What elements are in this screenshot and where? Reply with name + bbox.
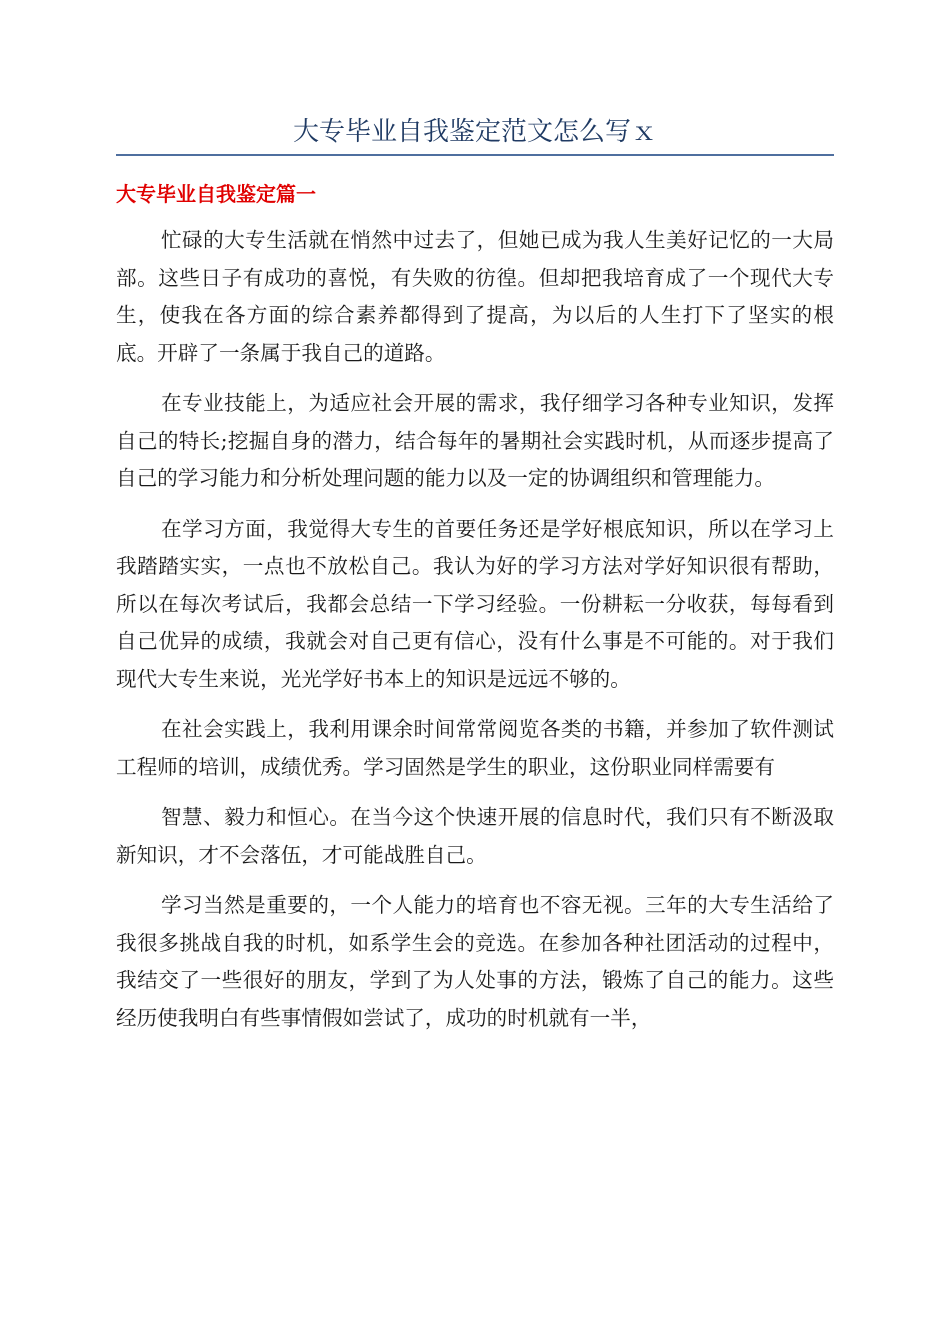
paragraph: 在专业技能上，为适应社会开展的需求，我仔细学习各种专业知识，发挥自己的特长;挖掘自身的潜力，结合每年的暑期社会实践时机，从而逐步提高了自己的学习能力和分析处理问题的能力以及一定的协调组织和管理能力。 [116, 391, 834, 490]
paragraph: 忙碌的大专生活就在悄然中过去了，但她已成为我人生美好记忆的一大局部。这些日子有成功的喜悦，有失败的彷徨。但却把我培育成了一个现代大专生，使我在各方面的综合素养都得到了提高，为以后的人生打下了坚实的根底。开辟了一条属于我自己的道路。 [116, 228, 834, 365]
document-body [116, 222, 834, 1050]
paragraph: 智慧、毅力和恒心。在当今这个快速开展的信息时代，我们只有不断汲取新知识，才不会落伍，才可能战胜自己。 [116, 805, 834, 867]
section-heading: 大专毕业自我鉴定篇一 [116, 182, 316, 206]
document-title: 大专毕业自我鉴定范文怎么写ｘ [292, 117, 657, 147]
paragraph: 在社会实践上，我利用课余时间常常阅览各类的书籍，并参加了软件测试工程师的培训，成绩优秀。学习固然是学生的职业，这份职业同样需要有 [116, 717, 834, 779]
paragraph: 学习当然是重要的，一个人能力的培育也不容无视。三年的大专生活给了我很多挑战自我的时机，如系学生会的竞选。在参加各种社团活动的过程中，我结交了一些很好的朋友，学到了为人处事的方法，锻炼了自己的能力。这些经历使我明白有些事情假如尝试了，成功的时机就有一半， [116, 893, 834, 1030]
paragraph: 在学习方面，我觉得大专生的首要任务还是学好根底知识，所以在学习上我踏踏实实，一点也不放松自己。我认为好的学习方法对学好知识很有帮助，所以在每次考试后，我都会总结一下学习经验。一份耕耘一分收获，每每看到自己优异的成绩，我就会对自己更有信心，没有什么事是不可能的。对于我们现代大专生来说，光光学好书本上的知识是远远不够的。 [116, 516, 834, 691]
title-divider [116, 154, 834, 156]
